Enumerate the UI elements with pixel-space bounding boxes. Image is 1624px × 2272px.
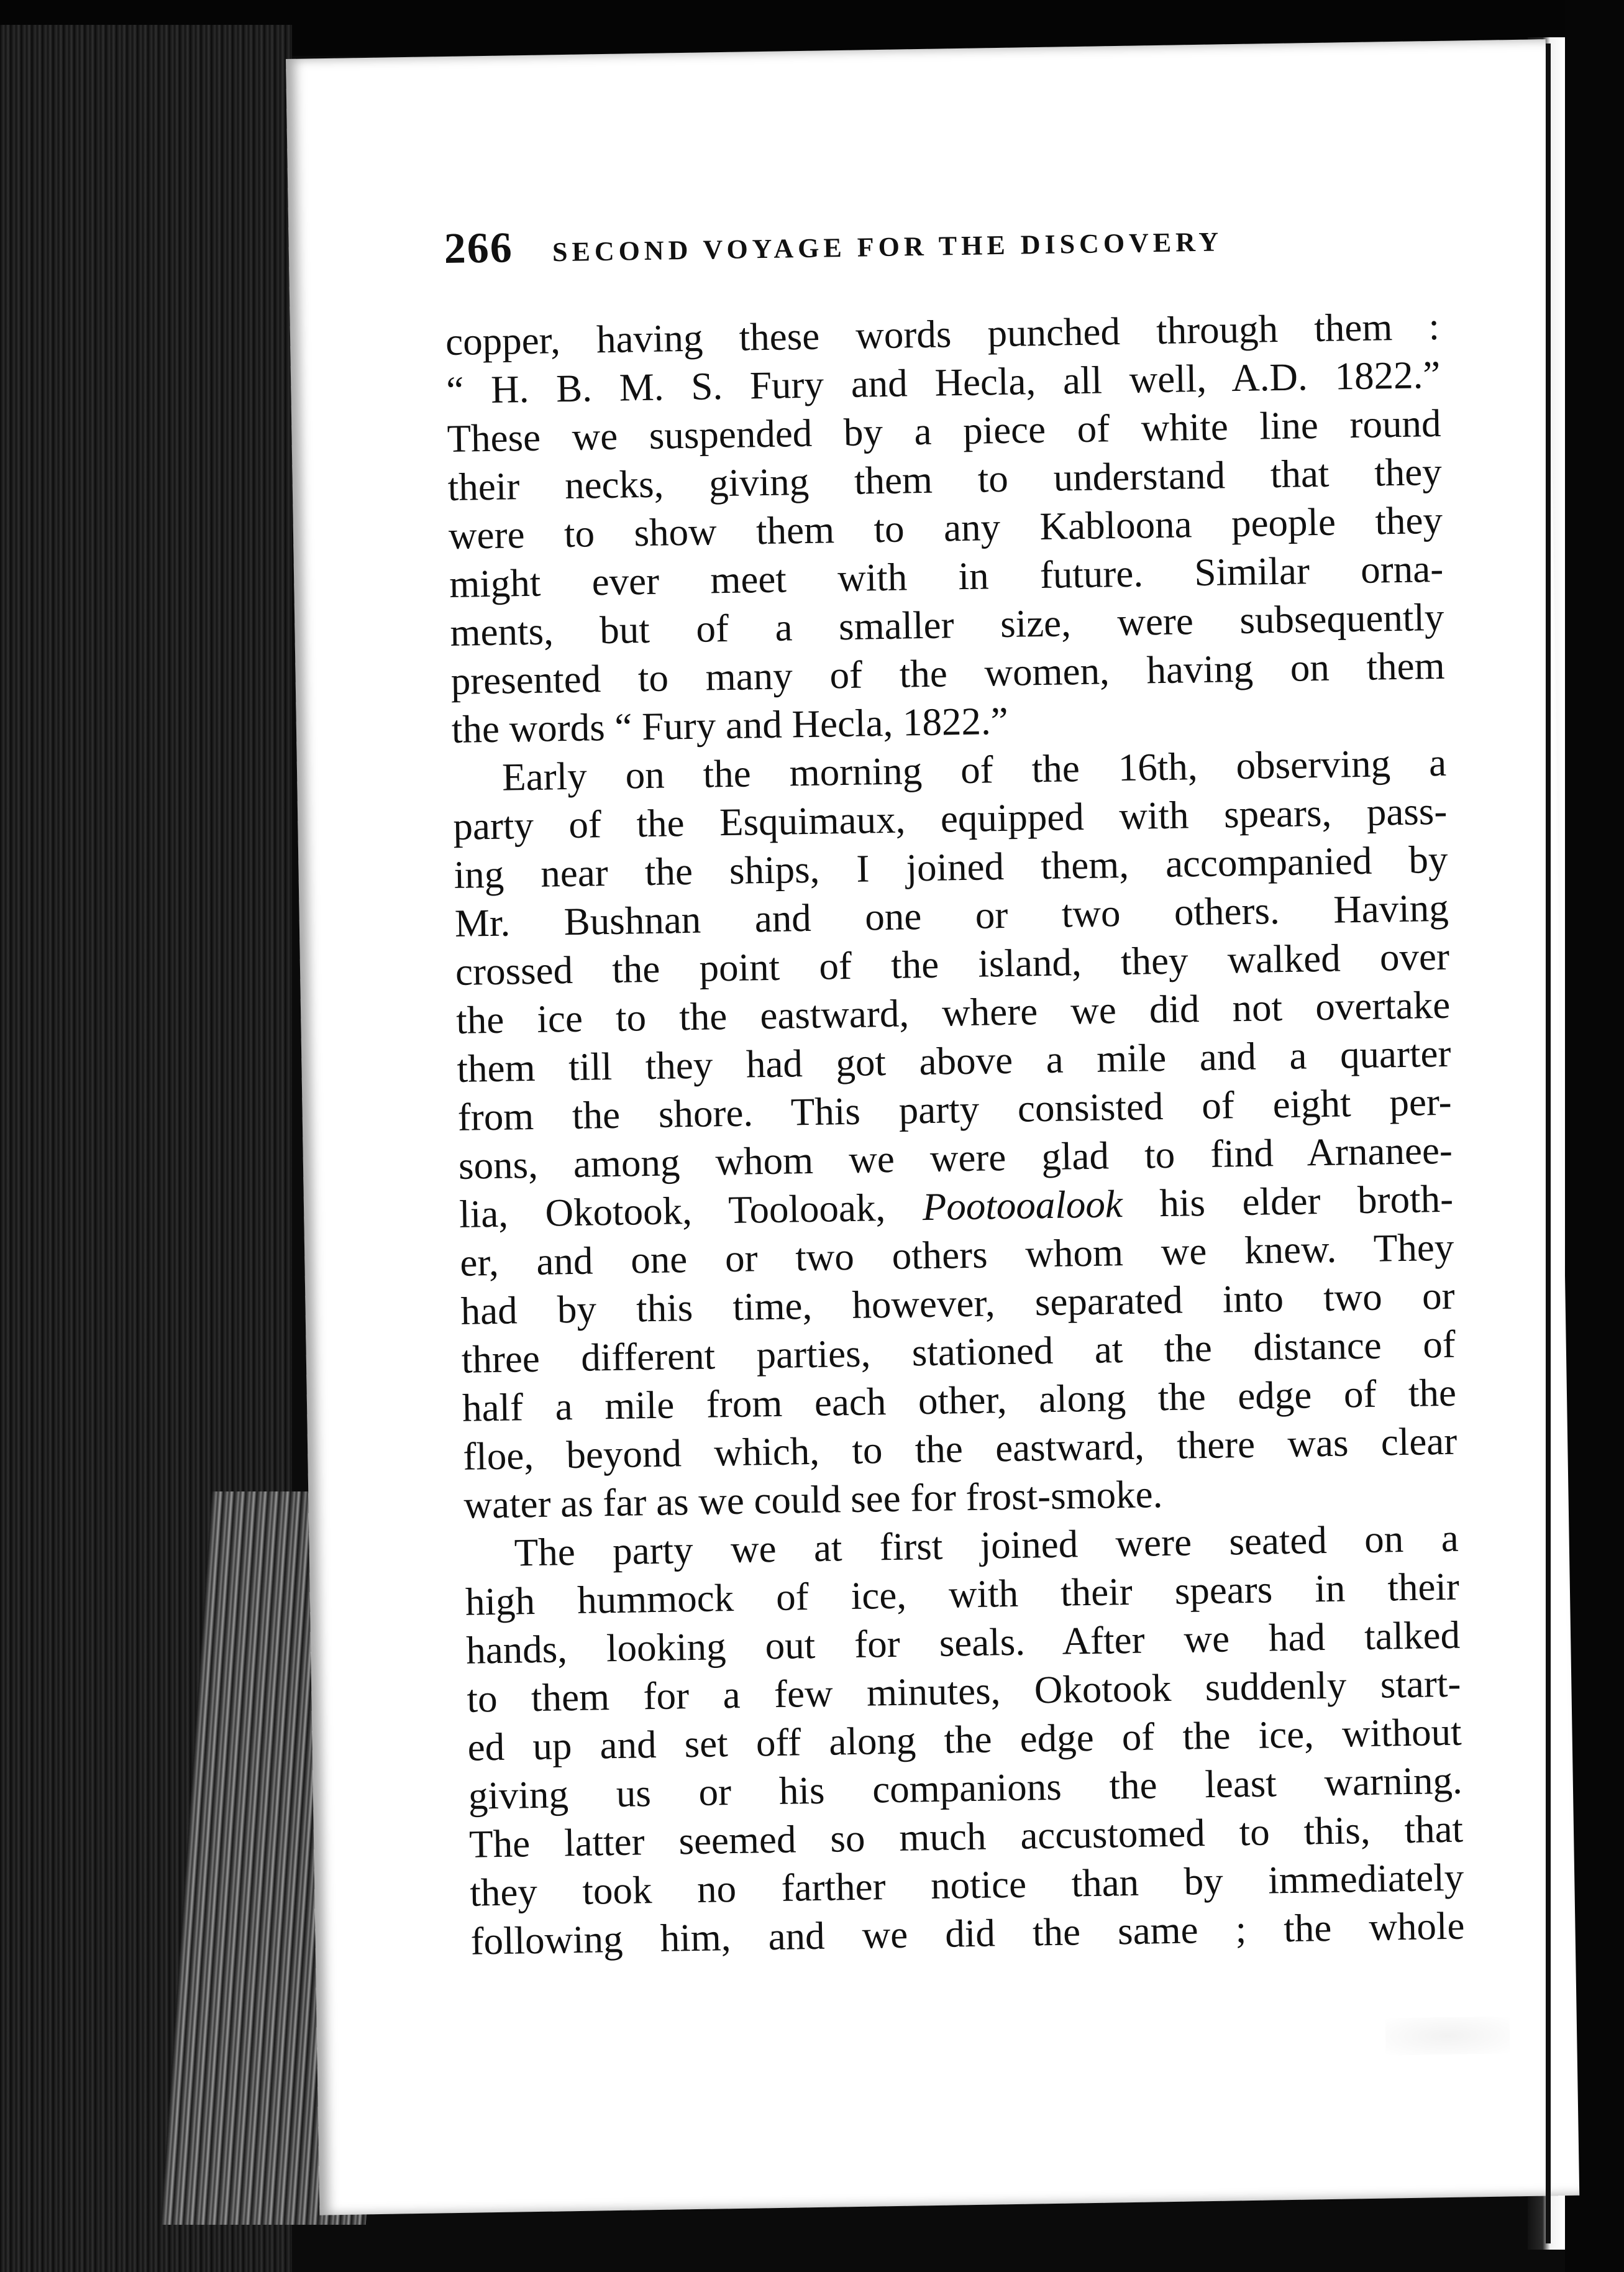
text-line: their necks, giving them to understand that they	[447, 449, 1443, 509]
text-line: ments, but of a smaller size, were subsequently	[449, 595, 1444, 654]
text-line: were to show them to any Kabloona people they	[448, 498, 1443, 557]
text-line: presented to many of the women, having on them	[450, 643, 1446, 703]
text-line: er, and one or two others whom we knew. They	[459, 1225, 1454, 1285]
text-line: “ H. B. M. S. Fury and Hecla, all well, A.D. 1822.”	[445, 352, 1441, 413]
text-line: The latter seemed so much accustomed to this, that	[468, 1807, 1464, 1866]
text-line: copper, having these words punched through them :	[445, 304, 1440, 364]
text-line: water as far as we could see for frost-smoke.	[463, 1472, 1163, 1527]
text-line: the words “ Fury and Hecla, 1822.”	[451, 699, 1009, 751]
page-smudge	[1385, 2016, 1510, 2055]
text-line: ing near the ships, I joined them, accompanied by	[454, 837, 1449, 897]
text-line: might ever meet with in future. Similar orna-	[449, 546, 1444, 606]
text-line: high hummock of ice, with their spears in their	[465, 1564, 1460, 1624]
text-line: ed up and set off along the edge of the ice, without	[467, 1710, 1462, 1769]
text-line: The party we at first joined were seated on a	[514, 1516, 1459, 1575]
text-line: half a mile from each other, along the edge of the	[462, 1370, 1457, 1430]
page-number: 266	[444, 224, 514, 273]
running-title: SECOND VOYAGE FOR THE DISCOVERY	[552, 226, 1223, 268]
running-head	[444, 209, 1451, 299]
text-line: they took no farther notice than by immediately	[469, 1855, 1464, 1915]
text-line: following him, and we did the same ; the whole	[470, 1903, 1465, 1963]
italic-name: Pootooalook	[922, 1182, 1123, 1229]
text-segment: lia, Okotook, Toolooak,	[458, 1186, 886, 1236]
text-line: to them for a few minutes, Okotook suddenly start-	[466, 1661, 1461, 1721]
text-line: floe, beyond which, to the eastward, there was clear	[462, 1419, 1457, 1478]
text-line: them till they had got above a mile and a quarter	[457, 1031, 1451, 1091]
body-text	[445, 302, 1465, 1966]
book-page	[286, 39, 1579, 2215]
text-segment: his elder broth-	[1159, 1176, 1454, 1225]
text-line: the ice to the eastward, where we did not overtake	[455, 983, 1451, 1042]
text-line: three different parties, stationed at the distance of	[461, 1322, 1456, 1381]
text-line: crossed the point of the island, they walked over	[455, 934, 1450, 994]
text-line: from the shore. This party consisted of eight per-	[457, 1079, 1453, 1139]
text-line: party of the Esquimaux, equipped with spears, pass-	[452, 789, 1448, 848]
text-line: These we suspended by a piece of white line round	[447, 401, 1441, 460]
text-line: hands, looking out for seals. After we had talked	[465, 1613, 1461, 1672]
gutter-line	[1546, 44, 1551, 2243]
text-line: Mr. Bushnan and one or two others. Having	[454, 886, 1449, 945]
text-line: had by this time, however, separated into two or	[460, 1273, 1456, 1333]
text-line: sons, among whom we were glad to find Arnanee-	[458, 1128, 1453, 1188]
text-line: giving us or his companions the least warning.	[468, 1758, 1463, 1818]
text-line: Early on the morning of the 16th, observing a	[501, 740, 1447, 799]
